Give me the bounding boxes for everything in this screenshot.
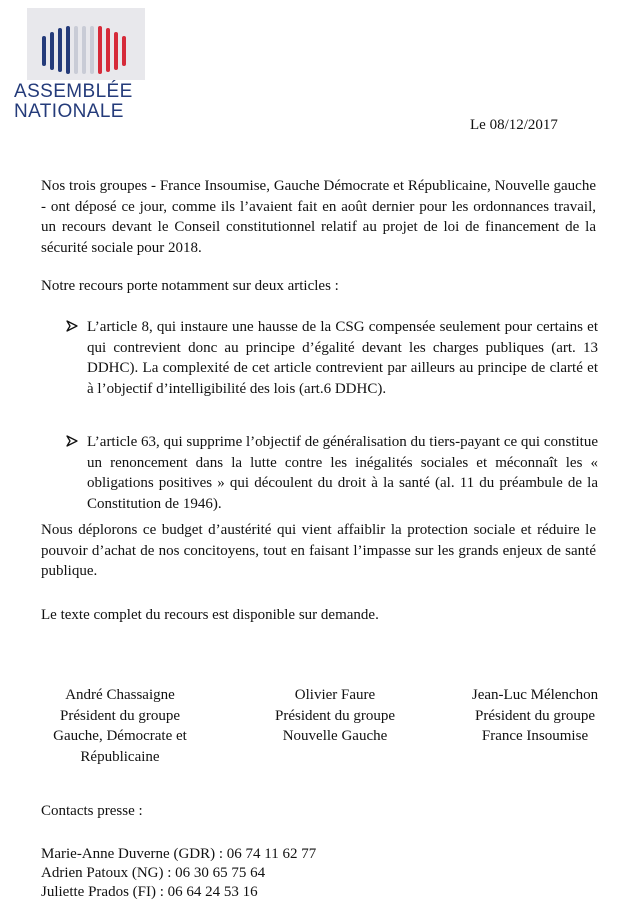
arrow-bullet-icon [65,319,79,333]
contact-line: Adrien Patoux (NG) : 06 30 65 75 64 [41,865,266,881]
contact-line: Marie-Anne Duverne (GDR) : 06 74 11 62 77 [41,846,317,862]
article-item [65,432,598,514]
signatory-group: Gauche, Démocrate et [53,728,187,744]
signatory-group: France Insoumise [481,728,589,744]
signatory-name: Jean-Luc Mélenchon [471,687,599,703]
arrow-bullet-icon [65,434,79,448]
contacts-title: Contacts presse : [41,803,143,819]
contact-line: Juliette Prados (FI) : 06 64 24 53 16 [41,884,258,900]
signatory-role: Président du groupe [475,707,595,724]
intro-paragraph: Nos trois groupes - France Insoumise, Gauche Démocrate et Républicaine, Nouvelle gauche - ont déposé ce jour, comme ils l’avaient fait en août dernier pour les ordonnances travail, un recours devant le Conseil constitutionnel relatif au projet de loi de financement de la sécurité sociale pour 2018. [41,178,596,256]
article-text: L’article 8, qui instaure une hausse de la CSG compensée seulement pour certains et qui contrevient donc au principe d’égalité devant les charges publiques (art. 13 DDHC). La complexité de cet article contrevient par ailleurs au principe de clarté et à l’objectif d’intelligibilité des lois (art.6 DDHC). [87,319,598,397]
signatory-chassaigne [40,685,200,767]
article-text: L’article 63, qui supprime l’objectif de généralisation du tiers-payant ce qui constitue un renoncement dans la lutte contre les inégalités sociales et méconnaît les « obligations positives » qui découlent du droit à la santé (al. 11 du préambule de la Constitution de 1946). [87,434,598,512]
signatory-group: Nouvelle Gauche [282,728,388,744]
lead-paragraph: Notre recours porte notamment sur deux articles : [41,278,339,294]
contacts-list [41,845,316,902]
assemblee-nationale-logo [14,8,138,120]
article-item [65,317,598,399]
signatory-melenchon [450,685,620,747]
logo-text-assemblee: ASSEMBLÉE [14,81,133,102]
document-date: Le 08/12/2017 [470,117,558,133]
signatory-faure [250,685,420,747]
signatory-role: Président du groupe [60,707,180,724]
signatory-group-cont: Républicaine [80,748,160,765]
tricolor-columns-icon [30,14,142,76]
conclusion-paragraph: Nous déplorons ce budget d’austérité qui vient affaiblir la protection sociale et réduire le pouvoir d’achat de nos concitoyens, tout en faisant l’impasse sur les grands enjeux de santé publique. [41,522,596,579]
logo-text-nationale: NATIONALE [14,101,124,122]
signatory-name: Olivier Faure [294,687,376,703]
signatory-name: André Chassaigne [65,687,175,703]
availability-paragraph: Le texte complet du recours est disponible sur demande. [41,607,379,623]
signatory-role: Président du groupe [275,707,395,724]
